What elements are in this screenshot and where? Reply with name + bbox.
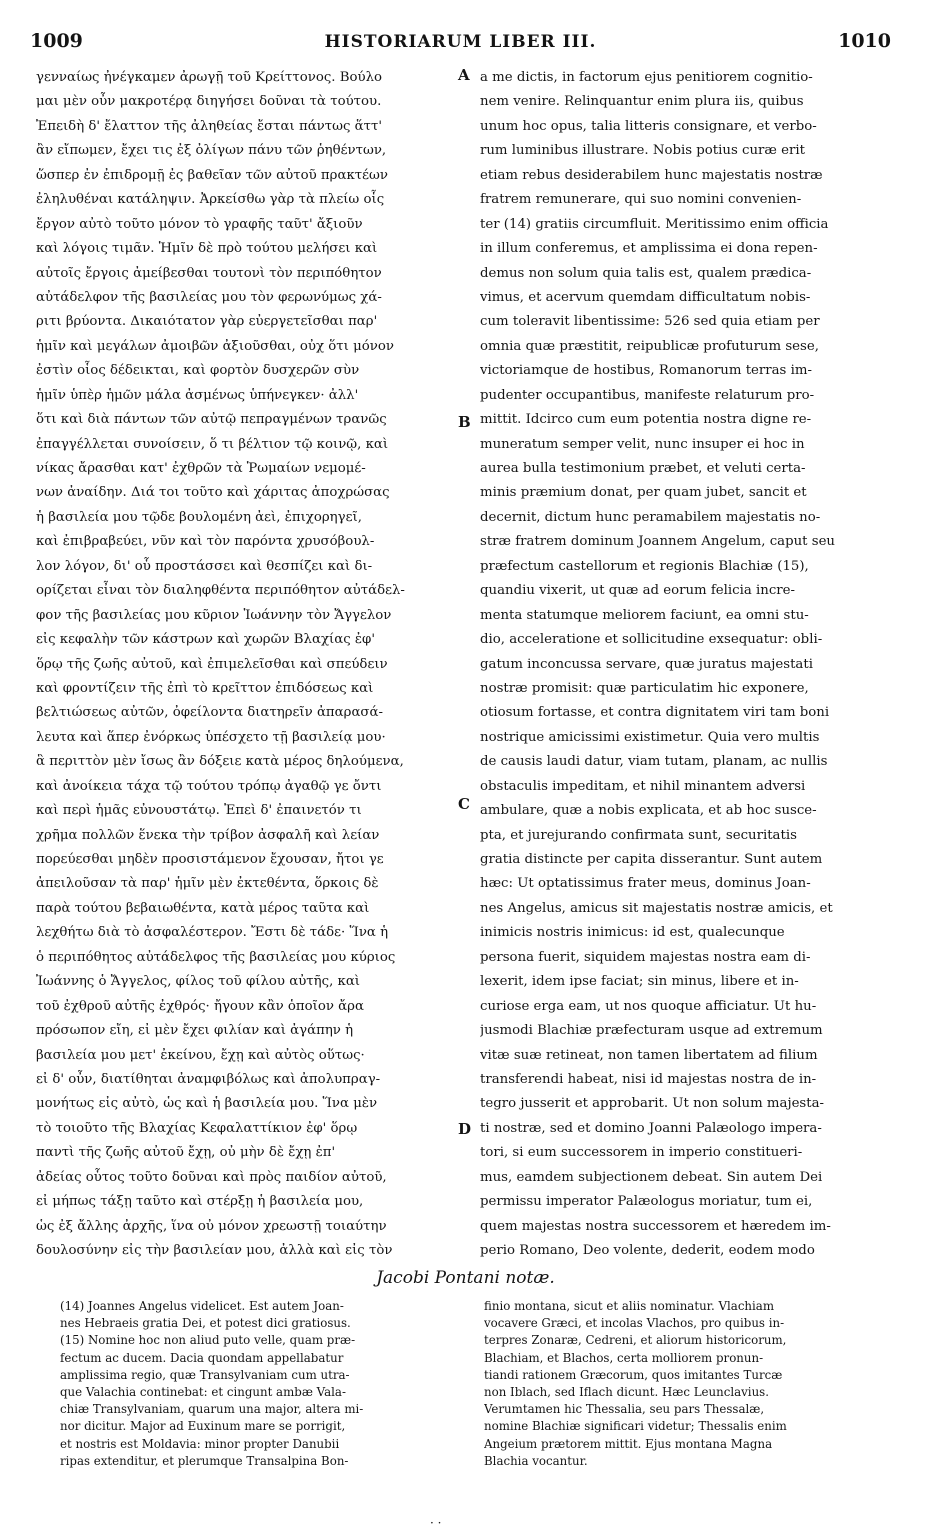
margin-letter-b: B [458,413,471,431]
greek-text-line: Ἐπειδὴ δ' ἔλαττον τῆς ἀληθείας ἔσται πάντως ἅττ' [36,118,382,134]
latin-text-line: persona fuerit, siquidem majestas nostra eam di- [480,949,811,965]
note-line: (15) Nomine hoc non aliud puto velle, quam præ- [60,1333,356,1348]
greek-text-line: ὥσπερ ἐν ἐπιδρομῇ ἐς βαθεῖαν τῶν αὐτοῦ πρακτέων [36,167,388,183]
latin-text-line: quem majestas nostra successorem et hæredem im- [480,1218,831,1234]
latin-text-line: rum luminibus illustrare. Nobis potius curæ erit [480,143,805,159]
latin-text-line: tegro jusserit et approbarit. Ut non solum majesta- [480,1096,825,1112]
greek-text-line: καὶ ἐπιβραβεύει, νῦν καὶ τὸν παρόντα χρυσόβουλ- [36,534,375,550]
margin-letter-a: A [458,66,470,84]
latin-text-line: muneratum semper velit, nunc insuper ei hoc in [480,436,805,452]
greek-text-line: ἂν εἴπωμεν, ἔχει τις ἐξ ὀλίγων πάνυ τῶν ῥηθέντων, [36,143,387,159]
latin-text-line: decernit, dictum hunc peramabilem majestatis no- [480,509,821,525]
note-line: amplissima regio, quæ Transylvaniam cum utra- [60,1367,350,1382]
greek-text-line: φον τῆς βασιλείας μου κῦριον Ἰωάννην τὸν Ἄγγελον [36,607,392,623]
note-line: vocavere Græci, et incolas Vlachos, pro quibus in- [484,1316,785,1331]
greek-text-line: ἡμῖν καὶ μεγάλων ἀμοιβῶν ἀξιοῦσθαι, οὐχ ὅτι μόνον [36,338,394,354]
greek-text-line: καὶ φροντίζειν τῆς ἐπὶ τὸ κρεῖττον ἐπιδόσεως καὶ [36,680,374,696]
latin-text-line: hæc: Ut optatissimus frater meus, dominus Joan- [480,876,811,892]
latin-text-line: nes Angelus, amicus sit majestatis nostræ amicis, et [480,900,833,916]
latin-text-line: vitæ suæ retineat, non tamen libertatem ad filium [480,1047,818,1063]
greek-text-line: ἀπειλοῦσαν τὰ παρ' ἡμῖν μὲν ἐκτεθέντα, ὅρκοις δὲ [36,876,379,892]
greek-text-line: πρόσωπον εἴη, εἰ μὲν ἔχει φιλίαν καὶ ἀγάπην ἡ [36,1023,354,1039]
note-line: tiandi rationem Græcorum, quos imitantes Turcæ [484,1367,783,1382]
greek-text-line: τοῦ ἐχθροῦ αὐτῆς ἐχθρός· ἤγουν κἂν ὁποῖον ἄρα [36,998,364,1014]
greek-text-line: χρῆμα πολλῶν ἕνεκα τὴν τρίβον ἀσφαλῆ καὶ λείαν [36,827,380,843]
note-line: Blachia vocantur. [484,1453,588,1468]
note-line: Verumtamen hic Thessalia, seu pars Thessalæ, [484,1402,765,1417]
notes-heading: Jacobi Pontani notæ. [376,1268,555,1288]
greek-text-line: καὶ περὶ ἡμᾶς εὐνουστάτῳ. Ἐπεὶ δ' ἐπαινετόν τι [36,803,362,819]
note-line: (14) Joannes Angelus videlicet. Est autem Joan- [60,1299,344,1313]
latin-text-line: lexerit, idem ipse faciat; sin minus, libere et in- [480,974,799,990]
greek-text-column [36,66,459,1263]
latin-text-line: demus non solum quia talis est, qualem prædica- [480,265,812,281]
note-line: que Valachia continebat: et cingunt ambæ Vala- [60,1384,346,1399]
latin-text-line: minis præmium donat, per quam jubet, sancit et [480,485,807,501]
latin-text-line: nostrique amicissimi existimetur. Quia vero multis [480,729,820,745]
greek-text-line: βελτιώσεως αὐτῶν, ὀφείλοντα διατηρεῖν ἀπαρασά- [36,705,383,721]
margin-letter-c: C [458,795,470,813]
greek-text-line: καὶ λόγοις τιμᾶν. Ἡμῖν δὲ πρὸ τούτου μελήσει καὶ [36,241,378,257]
latin-text-line: permissu imperator Palæologus moriatur, tum ei, [480,1194,813,1210]
note-line: terpres Zonaræ, Cedreni, et aliorum historicorum, [484,1333,787,1348]
latin-text-line: pudenter occupantibus, manifeste relaturum pro- [480,387,815,403]
greek-text-line: λευτα καὶ ἅπερ ἐνόρκως ὑπέσχετο τῇ βασιλείᾳ μου· [36,729,386,745]
latin-text-line: ti nostræ, sed et domino Joanni Palæologo impera- [480,1120,822,1136]
note-line: nes Hebraeis gratia Dei, et potest dici gratiosus. [60,1316,351,1331]
greek-text-line: παρὰ τούτου βεβαιωθέντα, κατὰ μέρος ταῦτα καὶ [36,900,370,916]
greek-text-line: δουλοσύνην εἰς τὴν βασιλείαν μου, ἀλλὰ καὶ εἰς τὸν [36,1243,393,1258]
greek-text-line: νίκας ἄρασθαι κατ' ἐχθρῶν τὰ Ῥωμαίων νεμομέ- [36,461,366,476]
latin-text-line: gatum inconcussa servare, quæ juratus majestati [480,656,813,672]
greek-text-line: ἐστὶν οἷος δέδεικται, καὶ φορτὸν δυσχερῶν σὺν [36,363,360,379]
latin-text-line: obstaculis impeditam, et nihil minantem adversi [480,778,806,794]
latin-text-line: fratrem remunerare, qui suo nomini convenien- [480,192,802,208]
notes-right-column [484,1298,904,1470]
greek-text-line: λον λόγον, δι' οὗ προστάσσει καὶ θεσπίζει καὶ δι- [36,558,373,574]
latin-text-line: quandiu vixerit, ut quæ ad eorum felicia incre- [480,583,796,599]
note-line: non Iblach, sed Iflach dicunt. Hæc Leunclavius. [484,1384,769,1399]
latin-text-line: otiosum fortasse, et contra dignitatem viri tam boni [480,705,830,721]
greek-text-line: καὶ ἀνοίκεια τάχα τῷ τούτου τρόπῳ ἀγαθῷ γε ὄντι [36,778,382,794]
latin-text-line: a me dictis, in factorum ejus penitiorem cognitio- [480,70,813,85]
page-number-left: 1009 [30,30,83,52]
note-line: nor dicitur. Major ad Euxinum mare se porrigit, [60,1419,346,1434]
notes-left-column [60,1298,460,1470]
latin-text-line: præfectum castellorum et regionis Blachiæ (15), [480,558,809,574]
latin-text-line: transferendi habeat, nisi id majestas nostra de in- [480,1071,817,1087]
note-line: chiæ Transylvaniam, quarum una major, altera mi- [60,1402,364,1417]
latin-text-line: nostræ promisit: quæ particulatim hic exponere, [480,680,809,696]
running-header [30,30,891,60]
latin-text-line: ambulare, quæ a nobis explicata, et ab hoc susce- [480,803,817,819]
greek-text-line: πορεύεσθαι μηδὲν προσιστάμενον ἔχουσαν, ἤτοι γε [36,852,384,867]
latin-text-line: tori, si eum successorem in imperio constitueri- [480,1145,803,1161]
latin-text-line: ter (14) gratiis circumfluit. Meritissimo enim officia [480,216,829,232]
greek-text-line: μονήτως εἰς αὐτὸ, ὡς καὶ ἡ βασιλεία μου. Ἵνα μὲν [36,1096,378,1112]
greek-text-line: ἐληλυθέναι κατάληψιν. Ἀρκείσθω γὰρ τὰ πλείω οἷς [36,192,385,208]
greek-text-line: ὡς ἐξ ἄλλης ἀρχῆς, ἵνα οὐ μόνον χρεωστῇ τοιαύτην [36,1218,387,1234]
greek-text-line: εἰ μήπως τάξῃ ταῦτο καὶ στέρξῃ ἡ βασιλεία μου, [36,1194,364,1210]
greek-text-line: Ἰωάννης ὁ Ἄγγελος, φίλος τοῦ φίλου αὐτῆς, καὶ [36,974,361,990]
latin-text-line: mittit. Idcirco cum eum potentia nostra digne re- [480,412,812,428]
note-line: Blachiam, et Blachos, certa molliorem pronun- [484,1350,764,1365]
page-number-right: 1010 [838,30,891,52]
greek-text-line: εἰ δ' οὖν, διατίθηται ἀναμφιβόλως καὶ ἀπολυπραγ- [36,1071,381,1087]
latin-text-line: cum toleravit libentissime: 526 sed quia etiam per [480,314,820,330]
latin-text-line: victoriamque de hostibus, Romanorum terras im- [480,363,812,379]
latin-text-line: de causis laudi datur, viam tutam, planam, ac nullis [480,754,828,770]
latin-text-line: pta, et jurejurando confirmata sunt, securitatis [480,827,797,843]
greek-text-line: ὅτι καὶ διὰ πάντων τῶν αὐτῷ πεπραγμένων τρανῶς [36,412,387,428]
greek-text-line: αὐτάδελφον τῆς βασιλείας μου τὸν φερωνύμως χά- [36,289,382,305]
greek-text-line: βασιλεία μου μετ' ἐκείνου, ἔχῃ καὶ αὐτὸς οὕτως· [36,1047,365,1063]
greek-text-line: ἡ βασιλεία μου τῷδε βουλομένη ἀεὶ, ἐπιχορηγεῖ, [36,509,362,525]
margin-letter-d: D [458,1120,472,1138]
latin-text-line: inimicis nostris inimicus: id est, qualecunque [480,925,785,941]
latin-text-line: omnia quæ præstitit, reipublicæ profuturum sese, [480,338,819,354]
greek-text-line: εἰς κεφαλὴν τῶν κάστρων καὶ χωρῶν Βλαχίας ἐφ' [36,632,375,648]
greek-text-line: ἡμῖν ὑπὲρ ἡμῶν μάλα ἀσμένως ὑπήνεγκεν· ἀλλ' [36,387,359,403]
greek-text-line: μαι μὲν οὖν μακροτέρᾳ διηγήσει δοῦναι τὰ τούτου. [36,94,382,110]
latin-text-line: aurea bulla testimonium præbet, et veluti certa- [480,461,806,476]
greek-text-line: ἀδείας οὗτος τοῦτο δοῦναι καὶ πρὸς παιδίον αὐτοῦ, [36,1169,387,1185]
greek-text-line: ὅρῳ τῆς ζωῆς αὐτοῦ, καὶ ἐπιμελεῖσθαι καὶ σπεύδειν [36,656,388,672]
latin-text-line: perio Romano, Deo volente, dederit, eodem modo [480,1243,815,1258]
greek-text-line: νων ἀναίδην. Διά τοι τοῦτο καὶ χάριτας ἀποχρώσας [36,485,390,501]
greek-text-line: γενναίως ἠνέγκαμεν ἀρωγῇ τοῦ Κρείττονος. Βούλο [36,70,383,85]
latin-text-line: stræ fratrem dominum Joannem Angelum, caput seu [480,534,835,550]
latin-text-line: vimus, et acervum quemdam difficultatum nobis- [480,289,811,305]
latin-text-line: dio, acceleratione et sollicitudine exsequatur: obli- [480,632,823,648]
greek-text-line: λεχθήτω διὰ τὸ ἀσφαλέστερον. Ἔστι δὲ τάδε· Ἵνα ἡ [36,925,389,941]
greek-text-line: ορίζεται εἶναι τὸν διαληφθέντα περιπόθητον αὐτάδελ- [36,583,405,599]
greek-text-line: αὐτοῖς ἔργοις ἀμείβεσθαι τουτονὶ τὸν περιπόθητον [36,265,382,281]
latin-text-line: gratia distincte per capita disserantur. Sunt autem [480,852,823,867]
latin-text-line: nem venire. Relinquantur enim plura iis, quibus [480,94,804,110]
greek-text-line: παντὶ τῆς ζωῆς αὐτοῦ ἔχῃ, οὐ μὴν δὲ ἔχῃ ἐπ' [36,1145,336,1161]
latin-text-line: etiam rebus desiderabilem hunc majestatis nostræ [480,167,823,183]
latin-text-line: in illum conferemus, et amplissima ei dona repen- [480,241,818,257]
latin-text-line: curiose erga eam, ut nos quoque afficiatur. Ut hu- [480,998,817,1014]
note-line: et nostris est Moldavia: minor propter Danubii [60,1436,340,1451]
greek-text-line: ἃ περιττὸν μὲν ἴσως ἂν δόξειε κατὰ μέρος δηλούμενα, [36,754,404,770]
latin-text-line: mus, eamdem subjectionem debeat. Sin autem Dei [480,1169,823,1185]
note-line: Angeium prætorem mittit. Ejus montana Magna [484,1436,773,1451]
greek-text-line: τὸ τοιοῦτο τῆς Βλαχίας Κεφαλαττίκιον ἐφ' ὅρῳ [36,1120,358,1136]
running-title: HISTORIARUM LIBER III. [324,32,597,52]
greek-text-line: ἔργον αὐτὸ τοῦτο μόνον τὸ γραφῆς ταῦτ' ἄξιοῦν [36,216,363,232]
footer-mark: · · [430,1516,442,1530]
note-line: ripas extenditur, et plerumque Transalpina Bon- [60,1453,349,1468]
latin-text-line: menta statumque meliorem faciunt, ea omni stu- [480,607,809,623]
greek-text-line: ὁ περιπόθητος αὐτάδελφος τῆς βασιλείας μου κύριος [36,949,396,965]
greek-text-line: ἐπαγγέλλεται συνοίσειν, ὅ τι βέλτιον τῷ κοινῷ, καὶ [36,436,389,452]
note-line: finio montana, sicut et aliis nominatur. Vlachiam [484,1299,775,1313]
note-line: fectum ac ducem. Dacia quondam appellabatur [60,1350,344,1365]
greek-text-line: ριτι βρύοντα. Δικαιότατον γὰρ εὐεργετεῖσθαι παρ' [36,314,378,330]
latin-text-line: unum hoc opus, talia litteris consignare, et verbo- [480,118,817,134]
latin-text-line: jusmodi Blachiæ præfecturam usque ad extremum [480,1023,823,1039]
note-line: nomine Blachiæ significari videtur; Thessalis enim [484,1419,787,1434]
latin-text-column [480,66,898,1263]
